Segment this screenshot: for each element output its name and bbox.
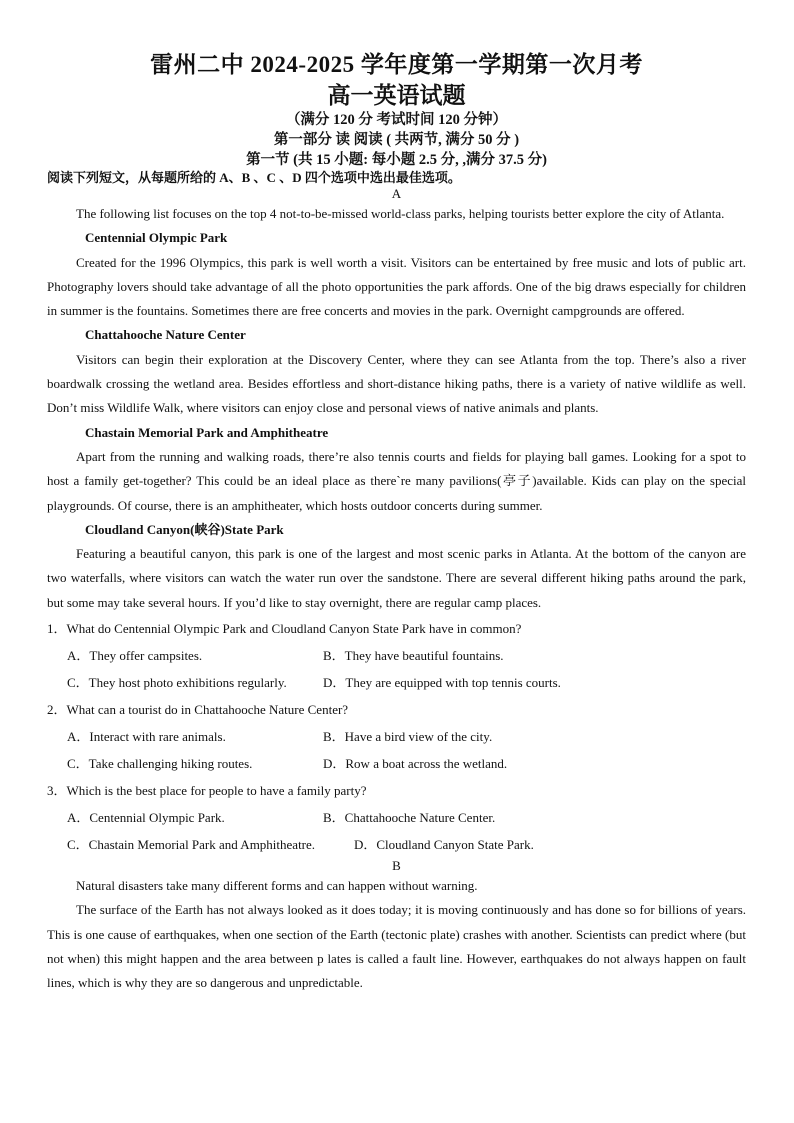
option: B．Have a bird view of the city. <box>323 729 493 745</box>
park-description: Visitors can begin their exploration at the Discovery Center, where they can see Atlanta from the top. There’s also a river boardwalk crossing the wetland area. Besides effortless and short-distance hiking paths, there is a variety of native wildlife as well. Don’t miss Wildlife Walk, where visitors can enjoy close and personal views of native animals and plants. <box>47 351 746 416</box>
option: A．They offer campsites. <box>67 648 203 664</box>
option: C．Take challenging hiking routes. <box>67 756 253 772</box>
exam-title: 雷州二中 2024-2025 学年度第一学期第一次月考 <box>150 52 643 77</box>
exam-subtitle: 高一英语试题 <box>327 83 466 108</box>
passage-b-label: B <box>392 858 401 874</box>
park-description: Apart from the running and walking roads, there’re also tennis courts and fields for playing ball games. Looking for a spot to host a family get-together? This could be an ideal place as there`re many pavilions(亭子)available. Kids can play on the special playgrounds. Of course, there is an amphitheater, which hosts outdoor concerts during summer. <box>47 448 746 513</box>
park-description: Created for the 1996 Olympics, this park is well worth a visit. Visitors can be entertained by free music and lots of public art. Photography lovers should take advantage of all the photo opportunities the park affords. One of the big draws especially for children in summer is the fountains. Sometimes there are free concerts and movies in the park. Overnight campgrounds are offered. <box>47 254 746 319</box>
park-heading: Centennial Olympic Park <box>85 230 228 246</box>
option-row <box>47 804 746 831</box>
option: C．They host photo exhibitions regularly. <box>67 675 287 691</box>
option-row <box>47 750 746 777</box>
option: C．Chastain Memorial Park and Amphitheatre. <box>67 837 316 853</box>
option: A．Interact with rare animals. <box>67 729 226 745</box>
option-row <box>47 642 746 669</box>
question-stem: 3．Which is the best place for people to have a family party? <box>47 783 367 799</box>
option-row <box>47 669 746 696</box>
passage-a-label: A <box>391 186 402 201</box>
passage-a-intro: The following list focuses on the top 4 not-to-be-missed world-class parks, helping tourists better explore the city of Atlanta. <box>76 206 725 221</box>
option: B．They have beautiful fountains. <box>323 648 504 664</box>
passage-b-paragraph: The surface of the Earth has not always looked as it does today; it is moving continuously and has done so for billions of years. This is one cause of earthquakes, when one section of the Earth (tectonic plate) crashes with another. Scientists can predict where (but not when) this might happen and the area between p lates is called a fault line. However, earthquakes do not always happen on fault lines, which is why they are so dangerous and unpredictable. <box>47 902 746 991</box>
park-heading: Cloudland Canyon(峡谷)State Park <box>85 521 284 537</box>
park-heading: Chattahooche Nature Center <box>85 327 246 343</box>
option: D．Cloudland Canyon State Park. <box>354 837 534 853</box>
option: B．Chattahooche Nature Center. <box>323 810 496 826</box>
option-row <box>47 831 746 858</box>
passage-b-paragraph: Natural disasters take many different forms and can happen without warning. <box>76 878 478 894</box>
option: D．They are equipped with top tennis courts. <box>323 675 561 691</box>
exam-page <box>47 48 746 996</box>
question-stem: 2．What can a tourist do in Chattahooche Nature Center? <box>47 702 349 718</box>
park-description: Featuring a beautiful canyon, this park is one of the largest and most scenic parks in Atlanta. At the bottom of the canyon are two waterfalls, where visitors can watch the water run over the sandstone. There are several different hiking paths around the park, but some may take several hours. If you’d like to stay overnight, there are regular camp places. <box>47 546 746 610</box>
option: D．Row a boat across the wetland. <box>323 756 508 772</box>
option-row <box>47 723 746 750</box>
instructions: 阅读下列短文，从每题所给的 A、B 、C 、D 四个选项中选出最佳选项。 <box>47 170 461 185</box>
park-heading: Chastain Memorial Park and Amphitheatre <box>85 424 329 440</box>
section-heading: 第一节 (共 15 小题: 每小题 2.5 分, ,满分 37.5 分) <box>246 152 547 168</box>
question-stem: 1．What do Centennial Olympic Park and Cloudland Canyon State Park have in common? <box>47 621 522 637</box>
option: A．Centennial Olympic Park. <box>67 810 225 826</box>
exam-info: （满分 120 分 考试时间 120 分钟） <box>285 112 508 128</box>
part-heading: 第一部分 读 阅读 ( 共两节, 满分 50 分 ) <box>273 132 520 148</box>
